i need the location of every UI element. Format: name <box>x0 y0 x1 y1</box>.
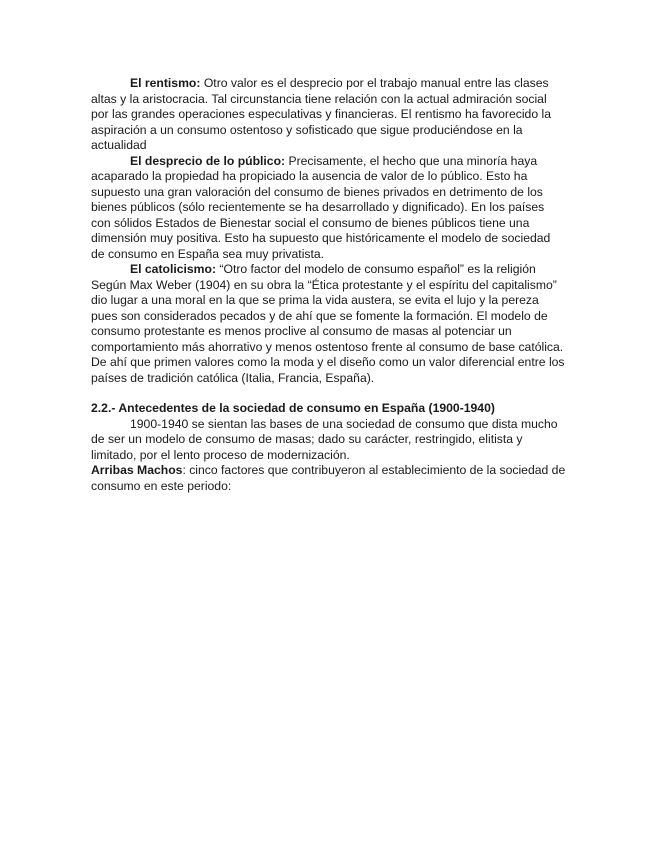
term-rentismo: El rentismo: <box>130 76 201 90</box>
paragraph-catolicismo <box>91 262 566 386</box>
paragraph-desprecio-publico <box>91 154 566 263</box>
paragraph-text: Otro valor es el desprecio por el trabajo manual entre las clases altas y la aristocracia. Tal circunstancia tiene relación con la actual admiración social por las grandes operaciones especulativas y financieras. El rentismo ha favorecido la aspiración a un consumo ostentoso y sofisticado que sigue produciéndose en la actualidad <box>91 76 551 152</box>
term-desprecio-publico: El desprecio de lo público: <box>130 153 286 168</box>
paragraph-arribas-machos <box>91 463 566 494</box>
paragraph-text: Precisamente, el hecho que una minoría haya acaparado la propiedad ha propiciado la ausencia de valor de lo público. Esto ha supuesto una gran valoración del consumo de bienes privados en detrimento de los bienes públicos (sólo recientemente se ha desarrollado y dignificado). En los países con sólidos Estados de Bienestar social el consumo de bienes públicos tiene una dimensión muy positiva. Esto ha supuesto que históricamente el modelo de sociedad de consumo en España sea muy privatista. <box>91 153 551 261</box>
section-intro: 1900-1940 se sientan las bases de una sociedad de consumo que dista mucho de ser un modelo de consumo de masas; dado su carácter, restringido, elitista y limitado, por el lento proceso de modernización. <box>91 416 558 462</box>
paragraph-text: : cinco factores que contribuyeron al establecimiento de la sociedad de consumo en este periodo: <box>91 463 566 493</box>
term-catolicismo: El catolicismo: <box>130 262 217 276</box>
section-heading: 2.2.- Antecedentes de la sociedad de consumo en España (1900-1940) <box>91 401 495 415</box>
document-page <box>91 76 566 494</box>
author-name: Arribas Machos <box>91 463 183 477</box>
paragraph-rentismo <box>91 76 566 154</box>
paragraph-text: “Otro factor del modelo de consumo español” es la religión Según Max Weber (1904) en su obra la “Ética protestante y el espíritu del capitalismo” dio lugar a una moral en la que se prima la vida austera, se evita el lujo y la pereza pues son considerados pecados y de ahí que se fomente la formación. El modelo de consumo protestante es menos proclive al consumo de masas al potenciar un comportamiento más ahorrativo y menos ostentoso frente al consumo de base católica. De ahí que primen valores como la moda y el diseño como un valor diferencial entre los países de tradición católica (Italia, Francia, España). <box>91 262 565 385</box>
